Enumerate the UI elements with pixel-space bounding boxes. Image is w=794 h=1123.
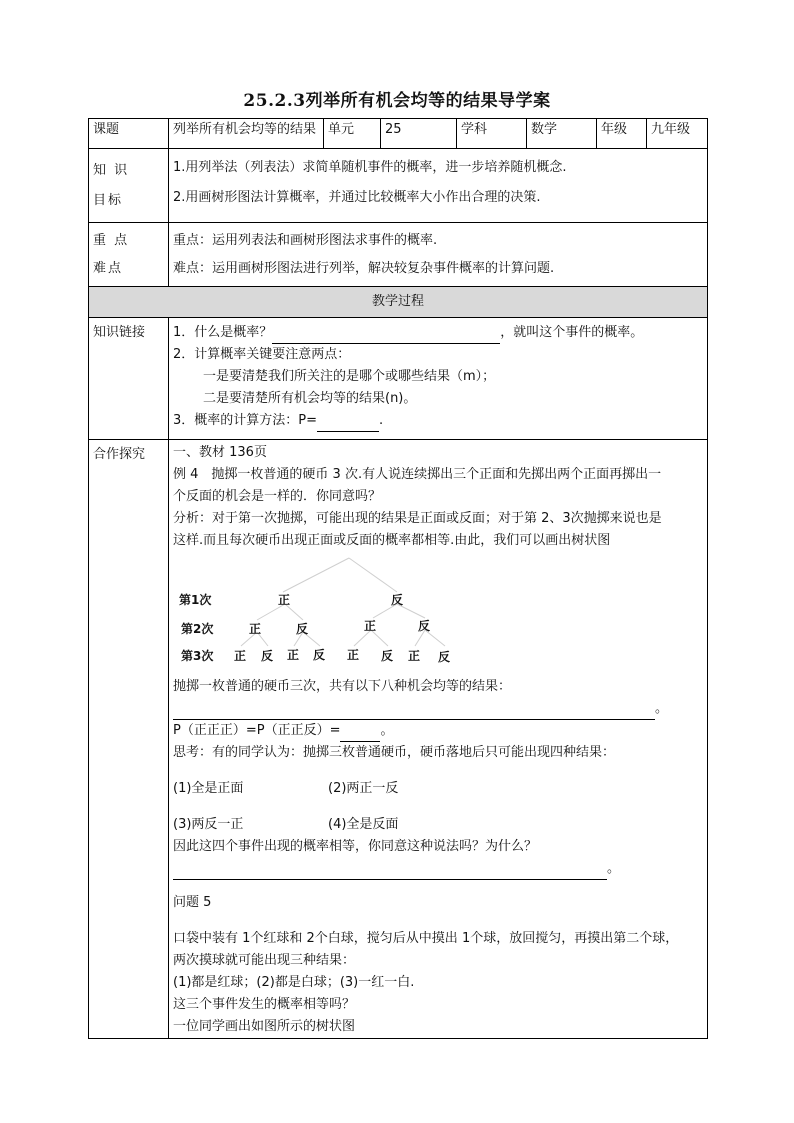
explore-content	[169, 440, 708, 1039]
page-title: 25.2.3列举所有机会均等的结果导学案	[243, 91, 551, 111]
grade-value: 九年级	[647, 119, 708, 149]
link-label: 知识链接	[89, 318, 169, 440]
probability-line: P（正正正）=P（正正反）= 。	[173, 720, 703, 742]
explore-label: 合作探究	[89, 440, 169, 1039]
keypoint-2: 难点：运用画树形图法进行列举，解决较复杂事件概率的计算问题.	[173, 261, 555, 276]
link-row	[89, 318, 708, 440]
explore-line: 例 4 抛掷一枚普通的硬币 3 次.有人说连续掷出三个正面和先掷出两个正面再掷出一	[173, 467, 662, 482]
grade-label: 年级	[597, 119, 647, 149]
tree-node: 正	[408, 649, 421, 663]
explore-line: 抛掷一枚普通的硬币三次，共有以下八种机会均等的结果：	[173, 679, 512, 694]
explore-line: 思考：有的同学认为：抛掷三枚普通硬币，硬币落地后只可能出现四种结果：	[173, 745, 616, 760]
goal-1: 1.用列举法（列表法）求简单随机事件的概率，进一步培养随机概念.	[173, 160, 567, 175]
tree-node: 反	[438, 650, 451, 664]
explore-line: (1)都是红球；(2)都是白球；(3)一红一白.	[173, 975, 415, 990]
problem-5-title: 问题 5	[173, 895, 212, 910]
explore-line: 个反面的机会是一样的．你同意吗？	[173, 489, 382, 504]
tree-node: 正	[347, 648, 360, 662]
options-line: (3)两反一正 (4)全是反面	[173, 817, 399, 832]
tree-node: 反	[313, 648, 326, 662]
tree-node: 反	[296, 622, 309, 636]
tree-node: 正	[249, 622, 262, 636]
link-q3: 3．概率的计算方法：P= .	[173, 410, 703, 432]
link-q2: 2．计算概率关键要注意两点：	[173, 347, 351, 362]
answer-blank-line: 。	[173, 858, 703, 880]
options-line: (1)全是正面 (2)两正一反	[173, 781, 399, 796]
unit-value: 25	[381, 119, 457, 149]
keypoints-label: 重 点 难点	[89, 223, 169, 287]
goals-row	[89, 149, 708, 223]
explore-line: 两次摸球就可能出现三种结果：	[173, 953, 356, 968]
link-q1: 1．什么是概率？ ，就叫这个事件的概率。	[173, 322, 703, 344]
goals-content	[169, 149, 708, 223]
explore-line: 一位同学画出如图所示的树状图	[173, 1019, 356, 1034]
subject-topic-label: 课题	[89, 119, 169, 149]
tree-row-label: 第2次	[181, 622, 214, 636]
explore-line: 这样.而且每次硬币出现正面或反面的概率都相等.由此，我们可以画出树状图	[173, 533, 611, 548]
explore-row	[89, 440, 708, 1039]
explore-line: 一、教材 136页	[173, 445, 267, 460]
keypoints-content	[169, 223, 708, 287]
link-q2b: 二是要清楚所有机会均等的结果(n)。	[203, 391, 417, 406]
tree-node: 反	[381, 649, 394, 663]
header-row	[89, 119, 708, 149]
discipline-label: 学科	[457, 119, 527, 149]
goals-label: 知 识 目标	[89, 149, 169, 223]
explore-line: 这三个事件发生的概率相等吗？	[173, 997, 356, 1012]
explore-line: 口袋中装有 1个红球和 2个白球，搅匀后从中摸出 1个球，放回搅匀，再摸出第二个球，	[173, 931, 679, 946]
tree-node: 正	[364, 619, 377, 633]
tree-node: 反	[261, 649, 274, 663]
coin-tree-diagram	[173, 556, 473, 674]
unit-label: 单元	[324, 119, 381, 149]
tree-node: 反	[391, 593, 404, 607]
goal-2: 2.用画树形图法计算概率，并通过比较概率大小作出合理的决策.	[173, 190, 541, 205]
keypoint-1: 重点：运用列表法和画树形图法求事件的概率.	[173, 233, 438, 248]
tree-node: 正	[287, 648, 300, 662]
subject-topic-value: 列举所有机会均等的结果	[169, 119, 324, 149]
tree-node: 反	[418, 619, 431, 633]
tree-node: 正	[234, 649, 247, 663]
tree-node: 正	[278, 593, 291, 607]
process-header-row	[89, 287, 708, 318]
explore-line: 分析：对于第一次抛掷，可能出现的结果是正面或反面；对于第 2、3次抛掷来说也是	[173, 511, 662, 526]
link-content	[169, 318, 708, 440]
process-header: 教学过程	[89, 287, 708, 318]
lesson-plan-table	[88, 118, 708, 1039]
link-q2a: 一是要清楚我们所关注的是哪个或哪些结果（m）；	[203, 369, 496, 384]
keypoints-row	[89, 223, 708, 287]
explore-line: 因此这四个事件出现的概率相等，你同意这种说法吗？为什么？	[173, 839, 538, 854]
tree-row-label: 第3次	[181, 649, 214, 663]
discipline-value: 数学	[527, 119, 597, 149]
tree-row-label: 第1次	[179, 593, 212, 607]
answer-blank-line: 。	[173, 698, 703, 720]
